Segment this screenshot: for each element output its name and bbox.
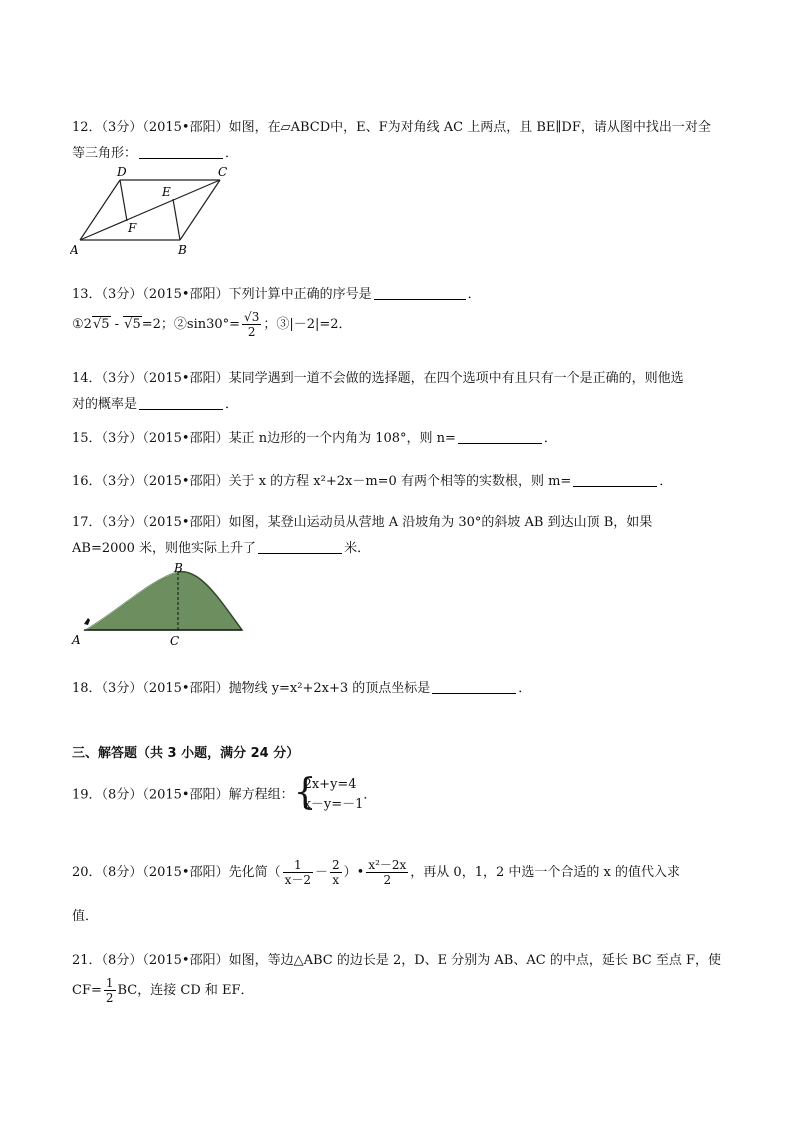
q12-text-mid: 中，E、F为对角线 AC 上两点，且 BE∥DF，请从图中找出一对全 xyxy=(330,120,711,135)
q21-rest: BC，连接 CD 和 EF． xyxy=(117,983,254,998)
q20-minus: － xyxy=(314,865,328,880)
q13-item2-end: ； xyxy=(263,317,277,332)
answer-blank[interactable] xyxy=(432,679,516,694)
q21-frac-den: 2 xyxy=(105,991,114,1005)
f2-den: x xyxy=(332,873,340,887)
question-13-items xyxy=(72,310,732,339)
brace: { xyxy=(293,772,317,813)
f1-den: x－2 xyxy=(284,873,311,887)
q20-close: ）• xyxy=(343,865,365,880)
q13-sqrt5-a: √5 xyxy=(92,317,110,332)
q14-line1: 14．（3分）（2015•邵阳）某同学遇到一道不会做的选择题，在四个选项中有且只有一个是正确的，则他选 xyxy=(72,371,684,386)
q21-frac-num: 1 xyxy=(105,976,114,990)
q14-line2: 对的概率是 xyxy=(72,397,138,412)
question-16 xyxy=(72,469,732,495)
q15-period: ． xyxy=(543,431,557,446)
question-17 xyxy=(72,510,732,562)
equation-system xyxy=(293,772,364,815)
label-B: B xyxy=(178,243,187,257)
f3-den: 2 xyxy=(383,873,392,887)
label-D: D xyxy=(117,165,127,179)
q20-text: 20．（8分）（2015•邵阳）先化简（ xyxy=(72,865,281,880)
f1-num: 1 xyxy=(283,858,313,873)
f2-num: 2 xyxy=(332,858,340,872)
q21-line1: 21．（8分）（2015•邵阳）如图，等边△ABC 的边长是 2，D、E 分别为 AB、AC 的中点，延长 BC 至点 F，使 xyxy=(72,953,721,968)
q20-line2: 值． xyxy=(72,909,99,924)
answer-blank[interactable] xyxy=(573,472,657,487)
q16-text: 16．（3分）（2015•邵阳）关于 x 的方程 x²+2x－m=0 有两个相等的实数根，则 m= xyxy=(72,474,572,489)
question-18 xyxy=(72,676,732,702)
q19-text: 19．（8分）（2015•邵阳）解方程组： xyxy=(72,787,294,803)
q13-fraction xyxy=(242,310,261,339)
q13-item3: ③|－2|=2． xyxy=(276,317,352,332)
q19-period: ． xyxy=(363,787,377,803)
question-14 xyxy=(72,366,732,418)
label-B: B xyxy=(174,561,183,575)
q13-minus: - xyxy=(110,317,124,332)
q12-figure xyxy=(70,162,240,260)
question-13 xyxy=(72,282,732,308)
q16-period: ． xyxy=(659,474,673,489)
question-19 xyxy=(72,772,732,815)
q13-sqrt5-b: √5 xyxy=(124,317,141,332)
label-E: E xyxy=(162,185,171,199)
q13-text: 13．（3分）（2015•邵阳）下列计算中正确的序号是 xyxy=(72,287,372,302)
fraction-1 xyxy=(283,858,313,887)
q18-period: ． xyxy=(518,681,532,696)
q14-period: ． xyxy=(225,397,239,412)
q13-frac-num: √3 xyxy=(244,310,260,324)
q13-frac-den: 2 xyxy=(247,325,256,339)
answer-blank[interactable] xyxy=(258,539,342,554)
fraction-3 xyxy=(366,858,408,887)
fraction-2 xyxy=(330,858,342,887)
q12-period: ． xyxy=(225,146,239,161)
q21-cf: CF= xyxy=(72,983,102,998)
question-21 xyxy=(72,948,732,974)
f3-num: x²－2x xyxy=(368,858,407,872)
equation-1: 2x+y=4 xyxy=(303,777,357,792)
question-20 xyxy=(72,858,732,887)
answer-blank[interactable] xyxy=(458,429,542,444)
answer-blank[interactable] xyxy=(139,144,223,159)
question-21-line2 xyxy=(72,976,732,1005)
label-F: F xyxy=(128,221,137,235)
answer-blank[interactable] xyxy=(139,395,223,410)
q17-figure xyxy=(70,560,250,652)
question-15 xyxy=(72,426,732,452)
q13-item1: ①2 xyxy=(72,317,92,332)
q13-item2: ②sin30°= xyxy=(173,317,241,332)
label-C: C xyxy=(218,165,228,179)
q20-suffix: ，再从 0，1，2 中选一个合适的 x 的值代入求 xyxy=(410,865,680,880)
q17-line2-end: 米． xyxy=(344,541,371,556)
label-C: C xyxy=(170,634,180,648)
question-20-line2 xyxy=(72,904,732,930)
q15-text: 15．（3分）（2015•邵阳）某正 n边形的一个内角为 108°，则 n= xyxy=(72,431,456,446)
equation-2: x－y=－1 xyxy=(303,797,364,812)
q18-text: 18．（3分）（2015•邵阳）抛物线 y=x²+2x+3 的顶点坐标是 xyxy=(72,681,431,696)
label-A: A xyxy=(70,243,79,257)
q12-text-line2: 等三角形： xyxy=(72,146,138,161)
question-12 xyxy=(72,115,732,167)
label-A: A xyxy=(72,633,81,647)
q13-period: ． xyxy=(467,287,481,302)
q12-parallelogram: ▱ABCD xyxy=(280,120,331,135)
q21-fraction xyxy=(104,976,116,1005)
q12-text: 12．（3分）（2015•邵阳）如图，在 xyxy=(72,120,281,135)
section-title: 三、解答题（共 3 小题，满分 24 分） xyxy=(72,746,300,761)
q13-item1-result: =2； xyxy=(141,317,174,332)
answer-blank[interactable] xyxy=(374,285,466,300)
q17-line1: 17．（3分）（2015•邵阳）如图，某登山运动员从营地 A 沿坡角为 30°的斜坡 AB 到达山顶 B，如果 xyxy=(72,515,653,530)
q17-line2: AB=2000 米，则他实际上升了 xyxy=(72,541,257,556)
